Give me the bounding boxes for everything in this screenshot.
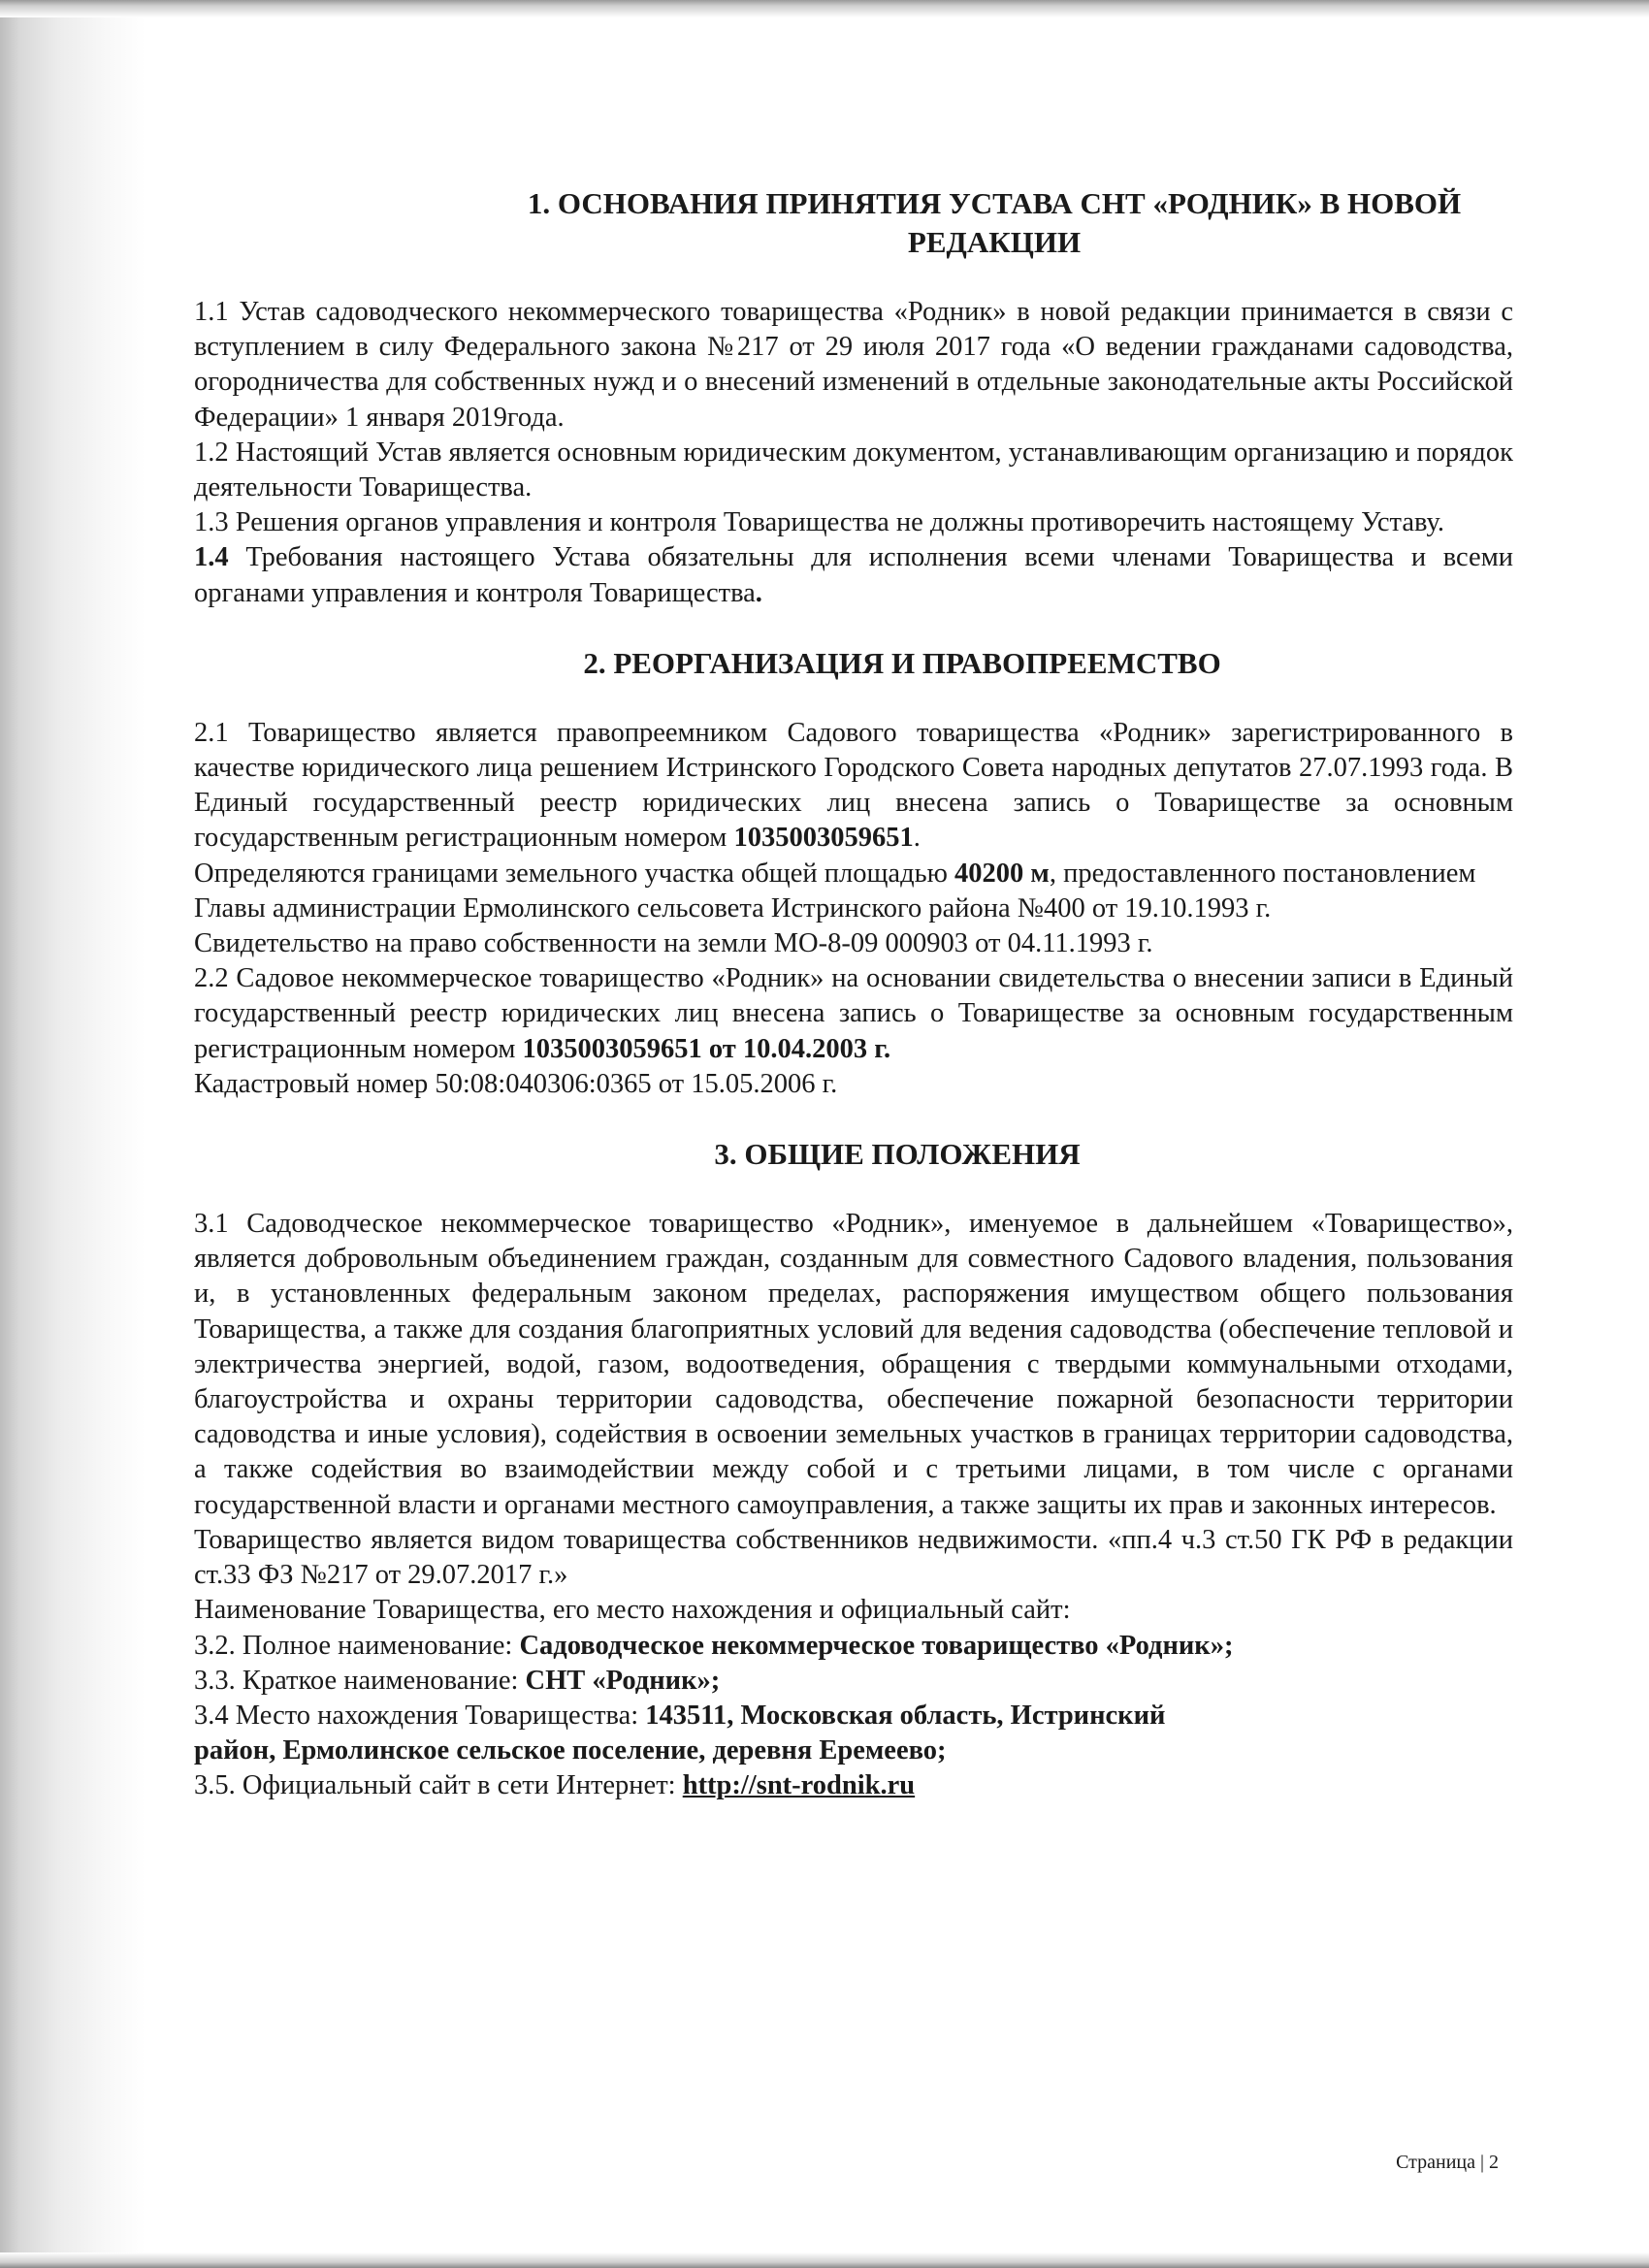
land-area-text-a: Определяются границами земельного участка общей площадью	[194, 858, 955, 889]
section-1-heading: 1. ОСНОВАНИЯ ПРИНЯТИЯ УСТАВА СНТ «РОДНИК» В НОВОЙ РЕДАКЦИИ	[527, 186, 1462, 259]
land-area-value: 40200 м	[954, 858, 1050, 889]
scan-shadow-left	[0, 0, 146, 2268]
paragraph-1-4-text: Требования настоящего Устава обязательны для исполнения всеми членами Товарищества и всеми органами управления и контроля Товарищества	[194, 542, 1513, 608]
land-area-text-c: , предоставленного постановлением Главы администрации Ермолинского сельсовета Истринского района №400 от 19.10.1993 г.	[194, 858, 1476, 923]
paragraph-2-2	[194, 961, 1513, 1067]
short-name-label: 3.3. Краткое наименование:	[194, 1665, 526, 1696]
location-value-line1: 143511, Московская область, Истринский	[645, 1700, 1166, 1731]
paragraph-certificate: Свидетельство на право собственности на земли МО-8-09 000903 от 04.11.1993 г.	[194, 928, 1153, 959]
paragraph-name-intro: Наименование Товарищества, его место нахождения и официальный сайт:	[194, 1595, 1071, 1626]
section-2-heading: 2. РЕОРГАНИЗАЦИЯ И ПРАВОПРЕЕМСТВО	[583, 645, 1221, 680]
paragraph-1-4-end: .	[755, 577, 762, 608]
paragraph-2-1-end: .	[913, 823, 921, 854]
paragraph-3-1: 3.1 Садоводческое некоммерческое товарищество «Родник», именуемое в дальнейшем «Товарищество», является добровольным объединением граждан, созданным для совместного Садового владения, пользования и, в установленных федеральным законом пределах, распоряжения имуществом общего пользования Товарищества, а также для создания благоприятных условий для ведения садоводства (обеспечение тепловой и электричества энергией, водой, газом, водоотведения, обращения с твердыми коммунальными отходами, благоустройства и охраны территории садоводства, обеспечение пожарной безопасности территории садоводства и иные условия), содействия в освоении земельных участков в границах территории садоводства, а также содействия во взаимодействии между собой и с третьими лицами, в том числе с органами государственной власти и органами местного самоуправления, а также защиты их прав и законных интересов.	[194, 1209, 1513, 1520]
website-label: 3.5. Официальный сайт в сети Интернет:	[194, 1770, 683, 1801]
paragraph-1-4	[194, 540, 1513, 610]
paragraph-3-2	[194, 1629, 1513, 1664]
paragraph-3-4	[194, 1699, 1513, 1768]
scan-shadow-top	[0, 0, 1649, 17]
paragraph-1-4-number: 1.4	[194, 542, 229, 573]
paragraph-1-3: 1.3 Решения органов управления и контроля Товарищества не должны противоречить настоящему Уставу.	[194, 507, 1444, 538]
scan-shadow-bottom	[0, 2252, 1649, 2268]
full-name-label: 3.2. Полное наименование:	[194, 1630, 520, 1661]
paragraph-2-2-text: 2.2 Садовое некоммерческое товарищество «Родник» на основании свидетельства о внесении записи в Единый государственный реестр юридических лиц внесена запись о Товариществе за основным государственным регистрационным номером	[194, 963, 1513, 1064]
paragraph-3-3	[194, 1664, 1513, 1699]
website-link[interactable]: http://snt-rodnik.ru	[682, 1770, 916, 1801]
paragraph-land-area	[194, 857, 1513, 926]
short-name-value: СНТ «Родник»;	[525, 1665, 721, 1696]
full-name-value: Садоводческое некоммерческое товарищество «Родник»;	[519, 1630, 1234, 1661]
location-label: 3.4 Место нахождения Товарищества:	[194, 1700, 646, 1731]
paragraph-1-2: 1.2 Настоящий Устав является основным юридическим документом, устанавливающим организацию и порядок деятельности Товарищества.	[194, 437, 1513, 503]
location-value-line2: район, Ермолинское сельское поселение, деревня Еремеево;	[194, 1735, 947, 1766]
paragraph-2-1-ogrn: 1035003059651	[733, 823, 914, 854]
paragraph-2-1-text: 2.1 Товарищество является правопреемником Садового товарищества «Родник» зарегистрированного в качестве юридического лица решением Истринского Городского Совета народных депутатов 27.07.1993 года. В Единый государственный реестр юридических лиц внесена запись о Товариществе за основным государственным регистрационным номером	[194, 717, 1513, 854]
paragraph-cadastral: Кадастровый номер 50:08:040306:0365 от 15.05.2006 г.	[194, 1068, 838, 1099]
paragraph-2-2-registration: 1035003059651 от 10.04.2003 г.	[522, 1033, 891, 1064]
section-3-heading: 3. ОБЩИЕ ПОЛОЖЕНИЯ	[714, 1137, 1081, 1172]
paragraph-2-1	[194, 716, 1513, 857]
page-number: Страница | 2	[1396, 2152, 1499, 2173]
paragraph-type: Товарищество является видом товарищества собственников недвижимости. «пп.4 ч.3 ст.50 ГК РФ в редакции ст.33 ФЗ №217 от 29.07.2017 г.»	[194, 1524, 1513, 1591]
document-page	[194, 184, 1513, 1804]
paragraph-3-5	[194, 1768, 1513, 1803]
paragraph-1-1: 1.1 Устав садоводческого некоммерческого товарищества «Родник» в новой редакции принимается в связи с вступлением в силу Федерального закона №217 от 29 июля 2017 года «О ведении гражданами садоводства, огородничества для собственных нужд и о внесений изменений в отдельные законодательные акты Российской Федерации» 1 января 2019года.	[194, 297, 1513, 433]
